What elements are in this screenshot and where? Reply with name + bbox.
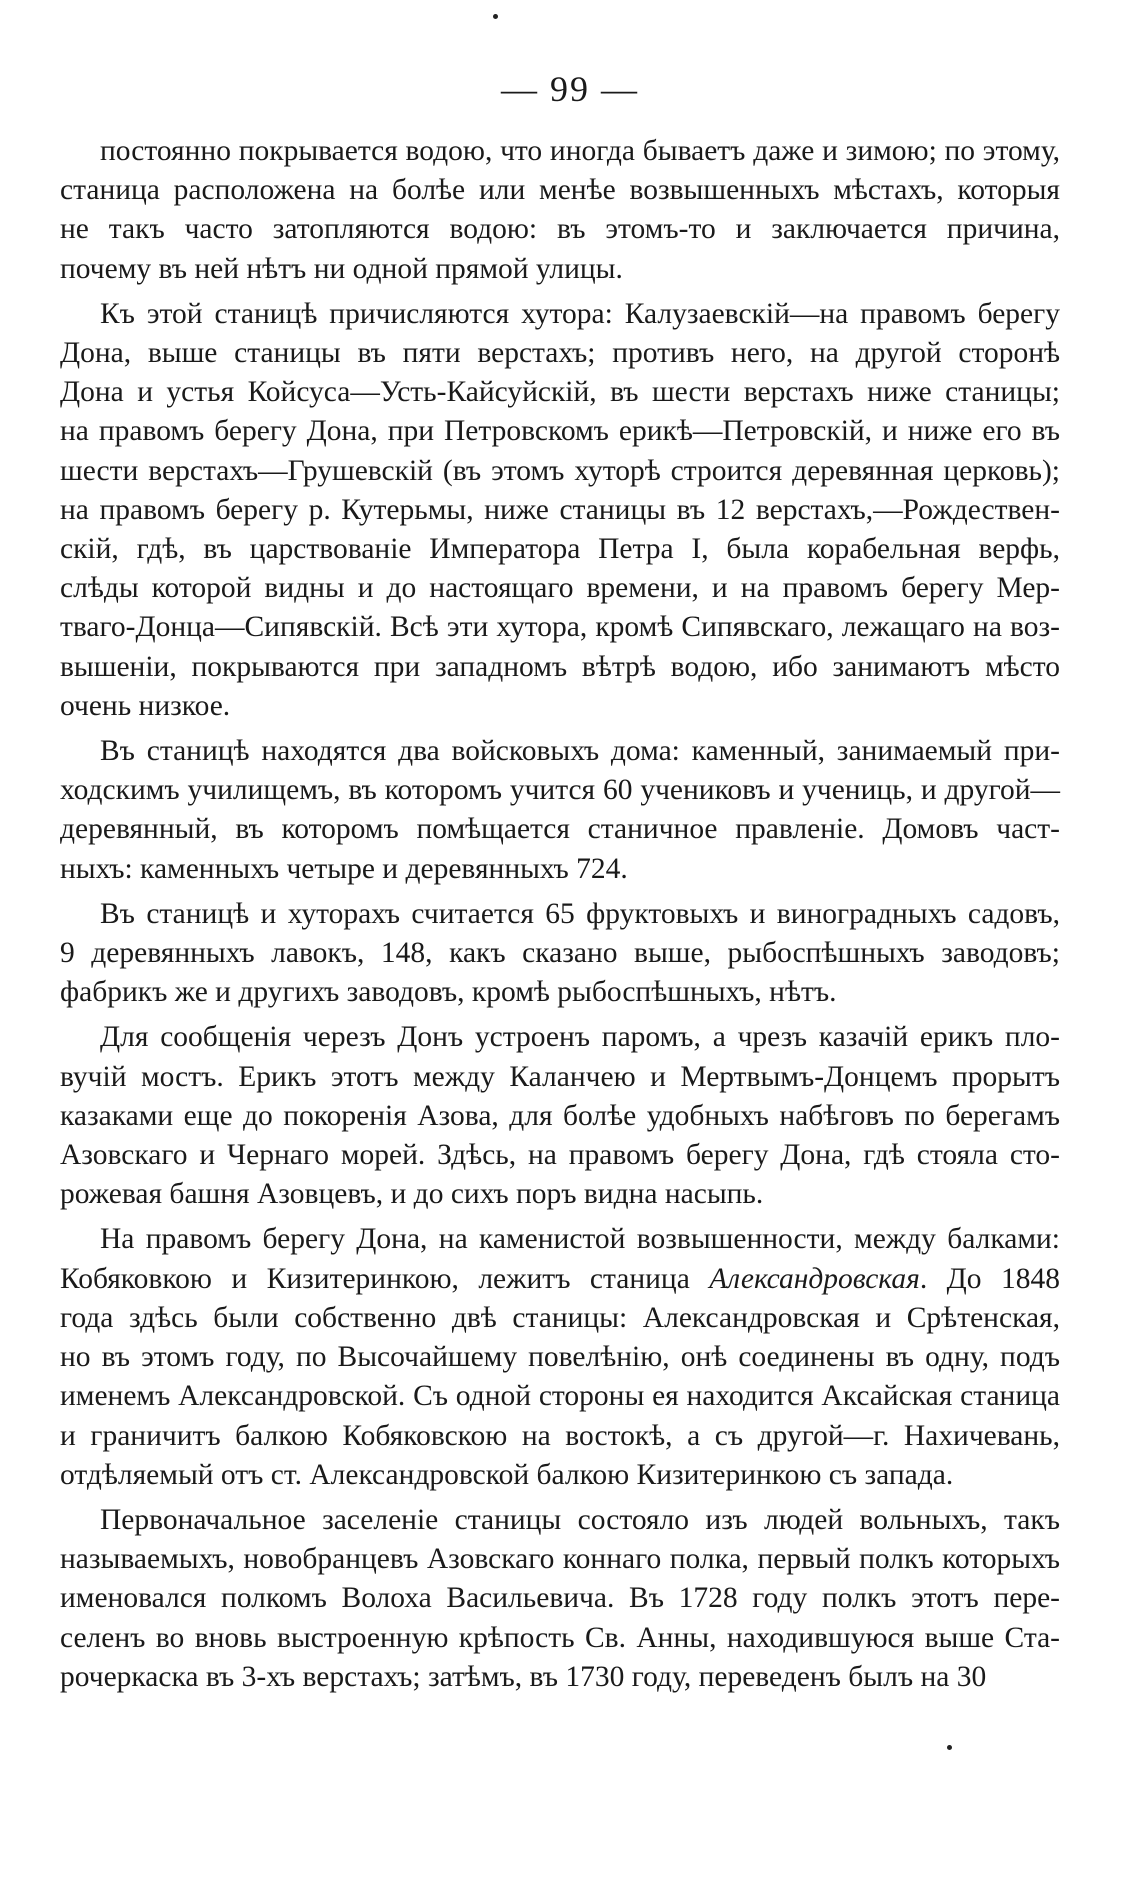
paragraph	[60, 1501, 1060, 1697]
text-line: именовался полкомъ Волоха Васильевича. Въ 1728 году полкъ этотъ пере-	[60, 1582, 1060, 1615]
text-line: и граничитъ балкою Кобяковскою на востокѣ, а съ другой—г. Нахичевань,	[60, 1419, 1060, 1452]
text-line: вышеніи, покрываются при западномъ вѣтрѣ водою, ибо занимаютъ мѣсто	[60, 650, 1060, 683]
emphasized-name: Александровская	[709, 1262, 920, 1295]
paragraph	[60, 1018, 1060, 1214]
page-number: — 99 —	[501, 69, 639, 109]
text-line: на правомъ берегу Дона, при Петровскомъ ерикѣ—Петровскій, и ниже его въ	[60, 415, 1060, 448]
text-line: года здѣсь были собственно двѣ станицы: Александровская и Срѣтенская,	[60, 1301, 1060, 1334]
text-line: ходскимъ училищемъ, въ которомъ учится 60 учениковъ и учениць, и другой—	[60, 774, 1060, 807]
scan-speck	[493, 14, 498, 19]
text-line: рожевая башня Азовцевъ, и до сихъ поръ видна насыпь.	[60, 1178, 764, 1211]
text-line: Азовскаго и Чернаго морей. Здѣсь, на правомъ берегу Дона, гдѣ стояла сто-	[60, 1139, 1060, 1172]
text-line: ныхъ: каменныхъ четыре и деревянныхъ 724.	[60, 852, 628, 885]
paragraph	[60, 132, 1060, 289]
paragraph	[60, 1220, 1060, 1494]
text-line: скій, гдѣ, въ царствованіе Императора Петра I, была корабельная верфь,	[60, 533, 1060, 566]
text-line: шести верстахъ—Грушевскій (въ этомъ хуторѣ строится деревянная церковь);	[60, 454, 1060, 487]
text-line: селенъ во вновь выстроенную крѣпость Св. Анны, находившуюся выше Ста-	[60, 1621, 1060, 1654]
text-segment: Кобяковкою и Кизитеринкою, лежитъ станица	[60, 1262, 710, 1295]
text-line	[60, 1260, 1060, 1299]
text-segment: . До 1848	[919, 1262, 1060, 1295]
text-line: отдѣляемый отъ ст. Александровской балкою Кизитеринкою съ запада.	[60, 1458, 954, 1491]
text-line: фабрикъ же и другихъ заводовъ, кромѣ рыбоспѣшныхъ, нѣтъ.	[60, 976, 837, 1009]
text-line: Дона и устья Койсуса—Усть-Кайсуйскій, въ шести верстахъ ниже станицы;	[60, 376, 1060, 409]
text-line: рочеркаска въ 3-хъ верстахъ; затѣмъ, въ 1730 году, переведенъ былъ на 30	[60, 1660, 987, 1693]
text-line: Въ станицѣ находятся два войсковыхъ дома: каменный, занимаемый при-	[100, 735, 1060, 768]
text-line: Для сообщенія черезъ Донъ устроенъ паромъ, а чрезъ казачій ерикъ пло-	[100, 1021, 1060, 1054]
text-line: станица расположена на болѣе или менѣе возвышенныхъ мѣстахъ, которыя	[60, 174, 1060, 207]
text-line: казаками еще до покоренія Азова, для болѣе удобныхъ набѣговъ по берегамъ	[60, 1099, 1060, 1132]
text-line: постоянно покрывается водою, что иногда бываетъ даже и зимою; по этому,	[100, 135, 1060, 167]
text-body	[60, 132, 1060, 1703]
text-line: тваго-Донца—Сипявскій. Всѣ эти хутора, кромѣ Сипявскаго, лежащаго на воз-	[60, 611, 1060, 644]
text-line: деревянный, въ которомъ помѣщается станичное правленіе. Домовъ част-	[60, 813, 1060, 846]
text-line: На правомъ берегу Дона, на каменистой возвышенности, между балками:	[100, 1223, 1060, 1256]
text-line: очень низкое.	[60, 689, 231, 722]
text-line: называемыхъ, новобранцевъ Азовскаго коннаго полка, первый полкъ которыхъ	[60, 1543, 1060, 1576]
paragraph	[60, 732, 1060, 889]
text-line: Первоначальное заселеніе станицы состояло изъ людей вольныхъ, такъ	[100, 1503, 1060, 1536]
text-line: почему въ ней нѣтъ ни одной прямой улицы.	[60, 252, 623, 285]
text-line: 9 деревянныхъ лавокъ, 148, какъ сказано выше, рыбоспѣшныхъ заводовъ;	[60, 937, 1060, 970]
scan-speck	[947, 1745, 952, 1750]
text-line: не такъ часто затопляются водою: въ этомъ-то и заключается причина,	[60, 213, 1060, 246]
text-line: именемъ Александровской. Съ одной стороны ея находится Аксайская станица	[60, 1380, 1060, 1413]
text-line: на правомъ берегу р. Кутерьмы, ниже станицы въ 12 верстахъ,—Рождествен-	[60, 493, 1060, 526]
text-line: вучій мостъ. Ерикъ этотъ между Каланчею и Мертвымъ-Донцемъ прорытъ	[60, 1060, 1060, 1093]
text-line: Дона, выше станицы въ пяти верстахъ; противъ него, на другой сторонѣ	[60, 337, 1060, 370]
text-line: слѣды которой видны и до настоящаго времени, и на правомъ берегу Мер-	[60, 572, 1060, 605]
text-line: Къ этой станицѣ причисляются хутора: Калузаевскій—на правомъ берегу	[100, 297, 1060, 330]
text-line: Въ станицѣ и хуторахъ считается 65 фруктовыхъ и виноградныхъ садовъ,	[100, 897, 1060, 930]
paragraph	[60, 895, 1060, 1013]
paragraph	[60, 295, 1060, 726]
text-line: но въ этомъ году, по Высочайшему повелѣнію, онѣ соединены въ одну, подъ	[60, 1341, 1060, 1374]
